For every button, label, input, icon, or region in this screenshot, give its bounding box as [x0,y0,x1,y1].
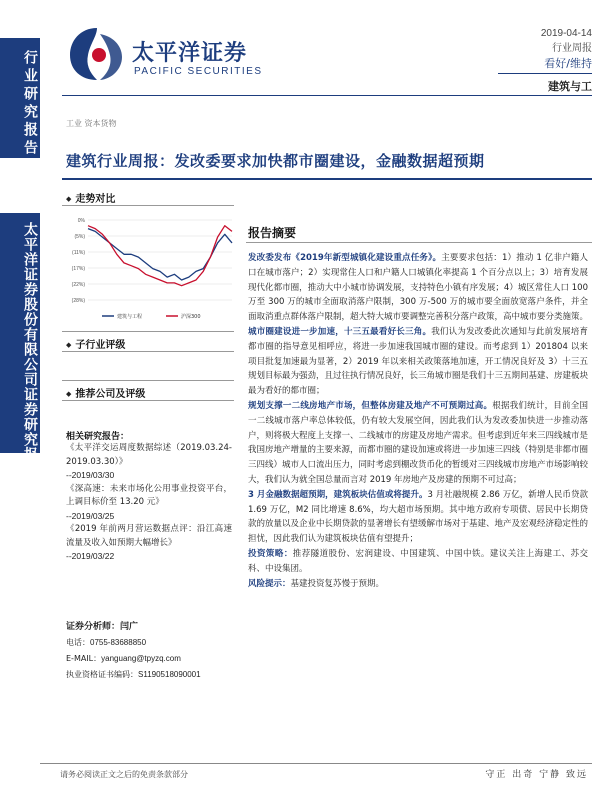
cert-label: 执业资格证书编码： [66,670,138,679]
summary-paragraph [248,251,588,325]
industry-rating: 看好/维持 [544,57,592,70]
chart-series-line [88,229,232,280]
summary-text: 我们认为发改委此次通知与此前发展培育都市圈的指导意见相呼应，将进一步加速我国城市圈的建设。而考虑到 1）201804 以来项目批复加速最为显著，2）2019 年以来相关政策落地加速，开工情况良好及 3）十三五规划目标最为强劲，且过往执行情况良好，长三角城市圈是我们十三五期间基建、房建板块最为看好的都市圈； [248,326,589,397]
chart-ytick-label: (17%) [71,266,85,272]
analyst-label: 证券分析师： [66,622,121,632]
analyst-name: 闫广 [120,622,139,632]
summary-text: 推荐隧道股份、宏润建设、中国建筑、中国中铁。建议关注上海建工、苏交科、中设集团。 [248,548,588,574]
chart-series-line [88,226,232,286]
stock-rating-heading: ◆ 推荐公司及评级 [66,385,145,400]
stock-rating-top-rule [62,380,234,381]
related-report-title: 《深高速：未来市场化公用事业投资平台，上调目标价至 13.20 元》 [66,483,232,507]
meta-divider [498,73,592,74]
trend-rule [62,205,234,206]
analyst-phone: 0755-83688850 [90,638,147,647]
summary-text: 3 月社融规模 2.86 万亿，新增人民币贷款 1.69 万亿，M2 同比增速 8.6%，均大超市场预期。其中地方政府专项债、居民中长期贷款的放量以及企业中长期贷款的显著增长有望缓解市场对于基建、地产及宏观经济稳定性的担忧，因此我们认为建筑板块估值有望提升； [248,489,589,545]
chart-ytick-label: (28%) [71,298,85,304]
stock-rating-rule [62,400,234,401]
summary-text: 根据我们统计，目前全国一二线城市落户率总体较低，仍有较大发展空间，因此我们认为发改委加快进一步推动落户，则将极大程度上支撑一、二线城市的房建及房地产需求。但考虑到近年来三四线城市是我国房地产增量的主要来源，而都市圈的建设加速或将进一步加速三四线（特别是非都市圈三四线）城市人口流出压力，同时考虑到棚改货币化的暂缓对三四线城市房地产市场影响较大，我们认为就全国总量而言对 2019 年房地产及房建的预期不可过高； [248,400,589,485]
summary-paragraph [248,399,588,488]
related-report-date: --2019/03/30 [66,470,115,480]
summary-paragraph [248,325,588,399]
summary-paragraph [248,577,588,592]
breadcrumb: 工业 资本货物 [66,119,117,128]
left-banner [0,0,40,792]
related-report-title: 《太平洋交运周度数据综述（2019.03.24-2019.03.30）》 [66,443,232,467]
email-label: E-MAIL： [66,654,102,663]
trend-chart [64,212,236,328]
summary-body [248,251,588,591]
related-report-title: 《2019 年前两月营运数据点评：沿江高速流量及收入如预期大幅增长》 [66,524,232,548]
pacific-logo-icon [66,24,128,84]
analyst-email[interactable]: yanguang@tpyzq.com [101,654,181,663]
company-report-vertical: 太平洋证券股份有限公司证券研究报告 [22,222,38,477]
analyst-block [66,619,232,683]
summary-highlight: 风险提示： [248,578,291,589]
report-category-vertical: 行业研究报告 [22,50,38,158]
industry-name: 建筑与工 [548,80,592,93]
related-reports-heading: 相关研究报告： [66,432,130,442]
analyst-cert: S1190518090001 [138,670,201,679]
industry-rating-heading: ◆ 子行业评级 [66,336,125,351]
disclaimer-note: 请务必阅读正文之后的免责条款部分 [60,770,188,779]
logo-chinese-name: 太平洋证券 [132,41,248,66]
summary-highlight: 投资策略： [248,548,293,559]
summary-highlight: 3 月金融数据超预期，建筑板块估值或将提升。 [248,489,428,500]
chart-ytick-label: (11%) [72,250,85,256]
report-type: 行业周报 [552,43,592,54]
chart-ytick-label: (5%) [74,234,85,240]
related-report-date: --2019/03/22 [66,551,115,561]
report-meta [541,27,592,72]
summary-paragraph [248,547,588,577]
header-rule [62,95,592,96]
chart-rule [62,331,234,332]
summary-rule [246,242,592,243]
chart-ytick-label: (22%) [71,282,85,288]
summary-heading: 报告摘要 [248,226,297,240]
summary-highlight: 城市圈建设进一步加速，十三五最看好长三角。 [248,326,432,337]
trend-heading: ◆ 走势对比 [66,190,115,205]
summary-paragraph [248,488,588,547]
logo-english-name: PACIFIC SECURITIES [134,66,263,77]
related-reports-list [66,442,232,564]
title-rule [62,178,592,180]
legend-label: 沪深300 [181,314,201,320]
phone-label: 电话： [66,638,90,647]
summary-highlight: 规划支撑一二线房地产市场，但整体房建及地产不可预期过高。 [248,400,493,411]
chart-ytick-label: 0% [77,218,85,224]
page-title: 建筑行业周报：发改委要求加快都市圈建设，金融数据超预期 [66,152,485,170]
related-report-date: --2019/03/25 [66,510,115,521]
footer-rule [40,763,592,764]
industry-rating-rule [62,351,234,352]
summary-text: 基建投资复苏慢于预期。 [290,578,385,589]
summary-text: 主要要求包括：1）推动 1 亿非户籍人口在城市落户；2）实现常住人口和户籍人口城镇化率提高 1 个百分点以上；3）培育发展现代化都市圈，推动大中小城市协调发展，支持特色小镇有序发展；4）城区常住人口 100 万至 300 万的城市全面取消落户限制，300 万-500 万的城市要全面放宽落户条件，并全面取消重点群体落户限制，超大特大城市要调整完善积分落户政策，高中城市要分类施策。 [248,253,589,323]
summary-highlight: 发改委发布《2019年新型城镇化建设重点任务》。 [248,253,442,263]
legend-label: 建筑与工程 [117,314,143,320]
report-date: 2019-04-14 [540,28,592,39]
company-motto: 守正 出奇 宁静 致远 [485,770,588,780]
